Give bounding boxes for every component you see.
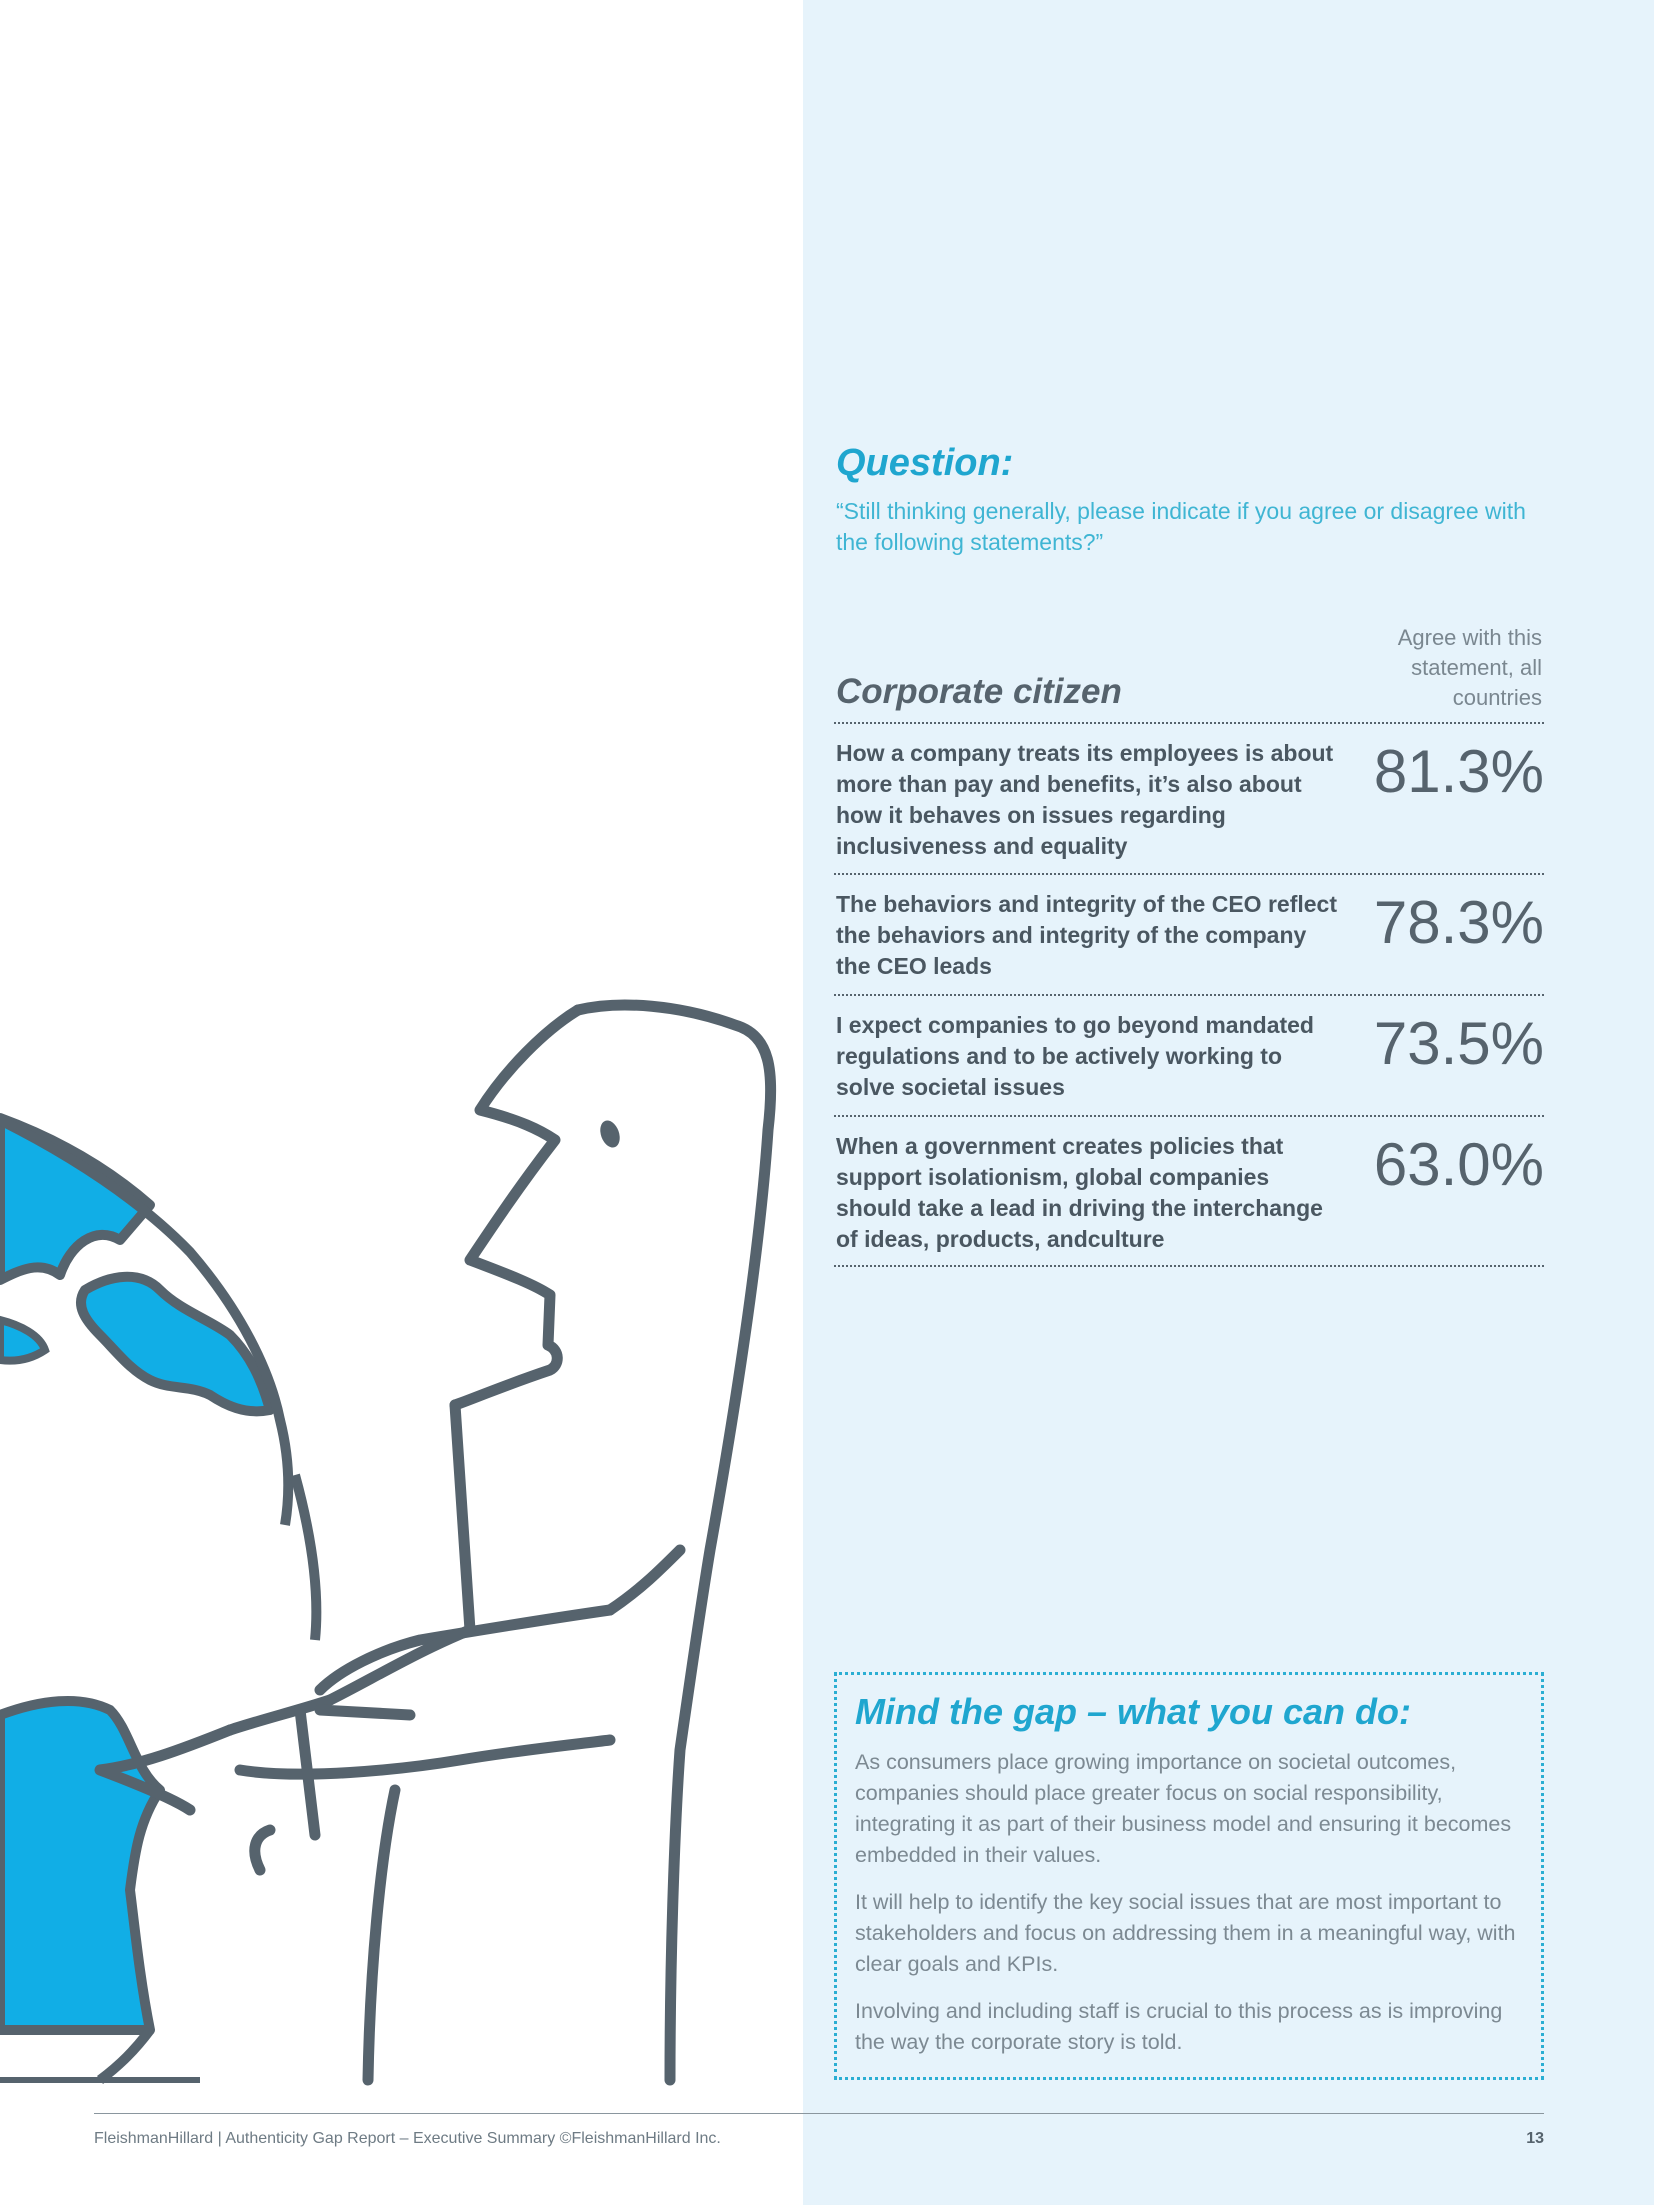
- gap-box-paragraph: Involving and including staff is crucial to this process as is improving the way the corporate story is told.: [855, 1999, 1503, 2054]
- statements-list: [834, 722, 1544, 1267]
- statement-value: 78.3%: [1373, 889, 1544, 956]
- section-title: Corporate citizen: [836, 672, 1122, 711]
- gap-box-title: Mind the gap – what you can do:: [855, 1691, 1412, 1732]
- column-header: Agree with this statement, all countries: [1397, 625, 1542, 710]
- footer-text: FleishmanHillard | Authenticity Gap Report – Executive Summary ©FleishmanHillard Inc.: [94, 2130, 721, 2147]
- question-text: “Still thinking generally, please indicate if you agree or disagree with the following statements?”: [836, 498, 1526, 555]
- statement-label: When a government creates policies that support isolationism, global companies should take a lead in driving the interchange of ideas, products, andculture: [836, 1133, 1323, 1252]
- statement-value: 63.0%: [1373, 1131, 1544, 1198]
- statement-label: How a company treats its employees is about more than pay and benefits, it’s also about how it behaves on issues regarding inclusiveness and equality: [836, 740, 1334, 859]
- question-title: Question:: [836, 442, 1014, 484]
- statement-value: 81.3%: [1373, 738, 1544, 805]
- mind-the-gap-box: [834, 1672, 1544, 2080]
- statement-label: The behaviors and integrity of the CEO reflect the behaviors and integrity of the company the CEO leads: [836, 891, 1337, 979]
- statement-row: [834, 994, 1544, 1115]
- person-eye-icon: [597, 1118, 623, 1150]
- person-holding-globe-illustration: [0, 990, 803, 2090]
- statement-row: [834, 1115, 1544, 1267]
- gap-box-paragraph: It will help to identify the key social issues that are most important to stakeholders and focus on addressing them in a meaningful way, with clear goals and KPIs.: [855, 1890, 1516, 1976]
- page-number: 13: [1526, 2130, 1544, 2147]
- globe-icon: [0, 1118, 316, 2080]
- footer-divider: [94, 2113, 1544, 2114]
- statement-value: 73.5%: [1373, 1010, 1544, 1077]
- statement-label: I expect companies to go beyond mandated regulations and to be actively working to solve societal issues: [836, 1012, 1314, 1100]
- statement-row: [834, 722, 1544, 873]
- person-icon: [100, 1005, 771, 2080]
- statement-row: [834, 873, 1544, 994]
- gap-box-paragraph: As consumers place growing importance on societal outcomes, companies should place greater focus on social responsibility, integrating it as part of their business model and ensuring it becomes embedded in their values.: [855, 1750, 1512, 1867]
